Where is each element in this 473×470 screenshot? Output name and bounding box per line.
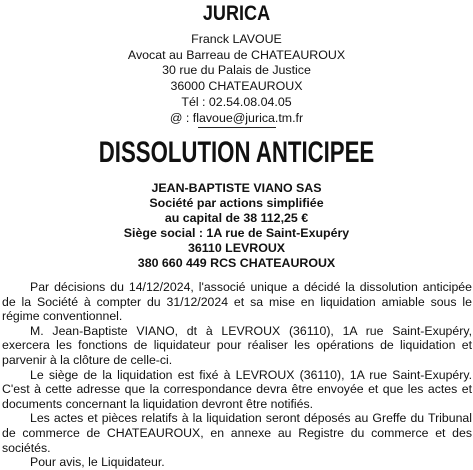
company-form: Société par actions simplifiée: [149, 196, 324, 211]
company-name: JEAN-BAPTISTE VIANO SAS: [151, 181, 322, 195]
company-city: 36110 LEVROUX: [187, 241, 286, 256]
paragraph-decision: Par décisions du 14/12/2024, l'associé unique a décidé la dissolution anticipée de la Société à compter du 31/12/2024 et sa mise en liquidation amiable sous le régime conventionnel.: [2, 280, 472, 324]
header-divider: [198, 127, 276, 128]
paragraph-seat: Le siège de la liquidation est fixé à LEVROUX (36110), 1A rue Saint-Exupéry. C'est à cette adresse que la correspondance devra être envoyée et que les actes et documents concernant la liquidation devront être notifiés.: [2, 367, 472, 411]
lawyer-name: Franck LAVOUE: [191, 32, 282, 46]
lawyer-city: 36000 CHATEAUROUX: [170, 79, 303, 94]
lawyer-phone: Tél : 02.54.08.04.05: [181, 94, 292, 109]
lawyer-street: 30 rue du Palais de Justice: [162, 63, 311, 78]
firm-name: JURICA: [202, 2, 271, 25]
lawyer-contact-block: [0, 32, 473, 126]
notice-headline: DISSOLUTION ANTICIPEE: [98, 136, 375, 169]
lawyer-title: Avocat au Barreau de CHATEAUROUX: [127, 47, 346, 62]
company-block: [0, 181, 473, 272]
company-capital: au capital de 38 112,25 €: [164, 211, 309, 226]
paragraph-signature: Pour avis, le Liquidateur.: [30, 455, 165, 470]
paragraph-liquidator: M. Jean-Baptiste VIANO, dt à LEVROUX (36110), 1A rue Saint-Exupéry, exercera les fonctions de liquidateur pour réaliser les opérations de liquidation et parvenir à la clôture de celle-ci.: [2, 323, 472, 367]
lawyer-email: @ : flavoue@jurica.tm.fr: [169, 110, 304, 125]
notice-body: [2, 280, 472, 470]
paragraph-filing: Les actes et pièces relatifs à la liquidation seront déposés au Greffe du Tribunal de commerce de CHATEAUROUX, en annexe au Registre du commerce et des sociétés.: [2, 411, 472, 455]
company-rcs: 380 660 449 RCS CHATEAUROUX: [137, 256, 336, 271]
company-seat: Siège social : 1A rue de Saint-Exupéry: [123, 226, 350, 241]
